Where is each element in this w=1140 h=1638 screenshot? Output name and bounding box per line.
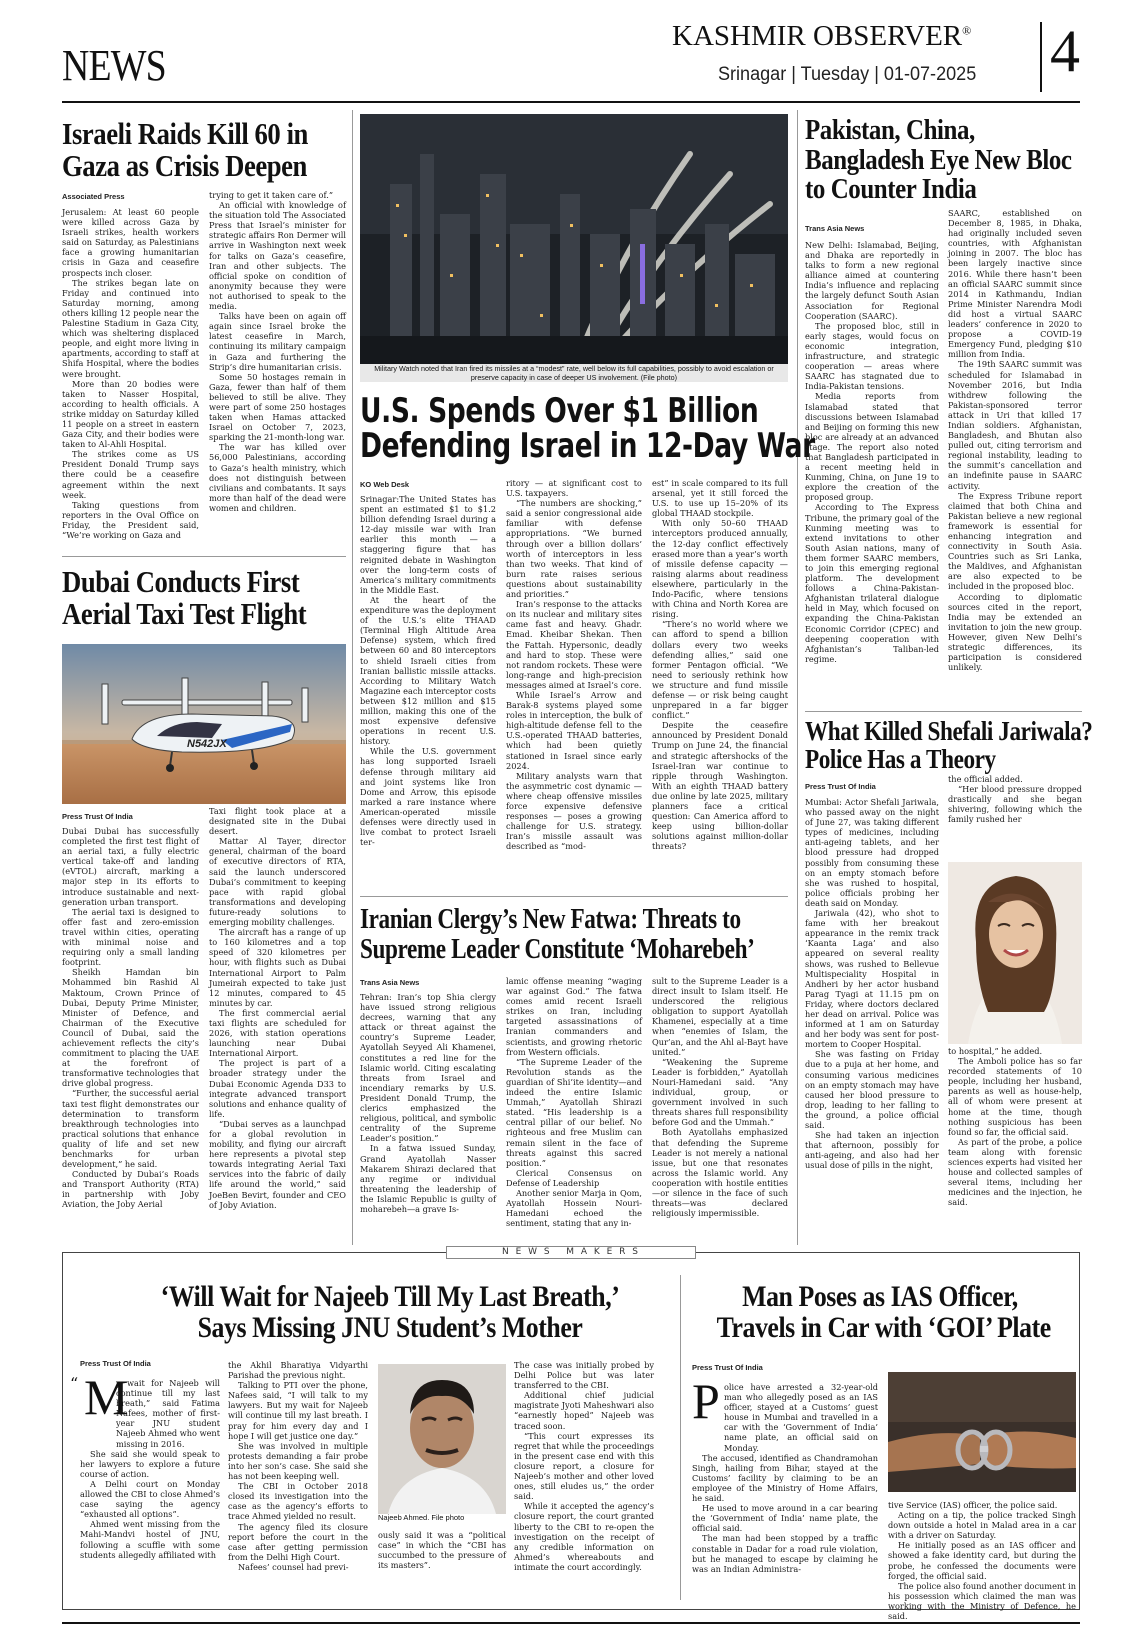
article-najeeb-col2b — [378, 1530, 506, 1602]
paragraph: Military analysts warn that the asymmetric cost dynamic — where cheap offensive missiles force expensive defensive responses — poses a growing challenge for U.S. strategy. Iran’s missile assault was described as “mod- — [506, 770, 642, 852]
article-saarc-col2 — [948, 208, 1082, 702]
paragraph: The war has killed over 56,000 Palestinians, according to Gaza’s health ministry, which does not distinguish between civilians and combatants. It says more than half of the dead were women and children. — [209, 442, 346, 513]
byline-us-israel: KO Web Desk — [360, 480, 410, 489]
paragraph: Another senior Marja in Qom, Ayatollah Hossein Nouri-Hamedani echoed the sentiment, stating that any in- — [506, 1187, 642, 1229]
paragraph: tive Service (IAS) officer, the police said. — [888, 1500, 1058, 1510]
paragraph: The police also found another document in his possession which claimed the man was working with the Ministry of Defence, he said. — [888, 1580, 1076, 1622]
byline-ias: Press Trust Of India — [692, 1363, 763, 1372]
article-us-israel-col3 — [652, 478, 788, 888]
paragraph: the Akhil Bharatiya Vidyarthi Parishad the previous night. — [228, 1360, 368, 1381]
headline-ias: Man Poses as IAS Officer, Travels in Car with ‘GOI’ Plate — [716, 1280, 1051, 1344]
article-gaza-col1 — [62, 207, 199, 545]
paragraph: Taxi flight took place at a designated site in the Dubai desert. — [209, 806, 346, 837]
headline-us-israel: U.S. Spends Over $1 Billion Defending Israel in 12-Day War — [360, 391, 815, 466]
paragraph: With only 50–60 THAAD interceptors produced annually, the 12-day conflict effectively erased more than a year’s worth of missile defense capacity — raising alarms about readiness elsewhere, particularly in the Indo-Pacific, where tensions with China and North Korea are rising. — [652, 518, 788, 620]
paragraph: est” in scale compared to its full arsenal, yet it still forced the U.S. to use up 15–20% of its global THAAD stockpile. — [652, 478, 788, 519]
opening-quote: “ — [70, 1374, 79, 1393]
headline-gaza: Israeli Raids Kill 60 in Gaza as Crisis Deepen — [62, 116, 308, 183]
photo-caption-najeeb: Najeeb Ahmed. File photo — [378, 1514, 506, 1526]
paragraph: Talks have been on again off again since Israel broke the latest ceasefire in March, continuing its military campaign in Gaza and furthering the Strip’s dire humanitarian crisis. — [209, 311, 346, 372]
paragraph: According to The Express Tribune, the primary goal of the Kunming meeting was to extend invitations to other South Asian nations, many of them former SAARC members, to join this emerging regional platform. The development follows a China-Pakistan-Afghanistan trilateral dialogue held in May, which focused on expanding the China-Pakistan Economic Corridor (CPEC) and deepening cooperation with Afghanistan’s Taliban-led regime. — [805, 502, 939, 664]
article-fatwa-col2 — [506, 976, 642, 1244]
article-shefali-col2 — [948, 1046, 1082, 1246]
paragraph: Srinagar:The United States has spent an estimated $1 to $1.2 billion defending Israel during a 12-day missile war with Iran earlier this month — a staggering figure that has reignited debate in Washington over the long-term costs of America’s military commitments in the Middle East. — [360, 494, 496, 595]
paragraph: The project is part of a broader strategy under the Dubai Economic Agenda D33 to integrate advanced transport solutions and enhance quality of life. — [209, 1058, 346, 1119]
article-dubai-col2 — [209, 806, 346, 1244]
paragraph: In a fatwa issued Sunday, Grand Ayatollah Nasser Makarem Shirazi declared that any regime or individual threatening the leadership of the Islamic Republic is guilty of moharebeh—a grave Is- — [360, 1143, 496, 1214]
paragraph: As part of the probe, a police team along with forensic sciences experts had visited her house and collected samples of several items, including her medicines and the injection, he said. — [948, 1136, 1082, 1208]
paragraph: lamic offense meaning “waging war against God.” The fatwa comes amid recent Israeli strikes on Iran, including targeted assassinations of Iranian commanders and scientists, and growing rhetoric from Western officials. — [506, 976, 642, 1057]
najeeb-lead: y wait for Najeeb will continue till my last breath,” said Fatima Nafees, mother of first-year JNU student Najeeb Ahmed who went missing in 2016. — [116, 1378, 220, 1449]
paragraph: The CBI in October 2018 closed its investigation into the case as the agency’s efforts to trace Ahmed yielded no result. — [228, 1481, 368, 1522]
paragraph: Taking questions from reporters in the Oval Office on Friday, the President said, “We’re working on Gaza and — [62, 499, 199, 540]
byline-fatwa: Trans Asia News — [360, 978, 420, 987]
najeeb-photo — [378, 1364, 506, 1514]
dropcap-najeeb: M — [84, 1369, 129, 1425]
byline-gaza: Associated Press — [62, 192, 125, 201]
dropcap-ias: P — [692, 1373, 720, 1429]
paragraph: The man had been stopped by a traffic constable in Dadar for a road rule violation, but he managed to escape by claiming he was an Indian Administra- — [692, 1533, 878, 1574]
paragraph: The accused, identified as Chandramohan Singh, hailing from Bihar, stayed at the Customs’ facility by claiming to be an employee of the Ministry of Home Affairs, he said. — [692, 1452, 878, 1504]
paragraph: A Delhi court on Monday allowed the CBI to close Ahmed’s case saying the agency “exhausted all options”. — [80, 1478, 220, 1520]
paragraph: “Weakening the Supreme Leader is forbidden,” Ayatollah Nouri-Hamedani said. “Any individual, group, or government involved in such threats shares full responsibility before God and the Ummah.” — [652, 1056, 788, 1128]
article-gaza-col2 — [209, 190, 346, 545]
headline-shefali: What Killed Shefali Jariwala? Police Has a Theory — [805, 716, 1093, 774]
page-bottom-rule — [62, 1622, 1080, 1624]
paragraph: The first commercial aerial taxi flights are scheduled for 2026, with station operations launching near Dubai International Airport. — [209, 1007, 346, 1059]
aerial-taxi-illustration — [62, 644, 346, 804]
paragraph: the official added. — [948, 774, 1023, 784]
headline-saarc: Pakistan, China, Bangladesh Eye New Bloc to Counter India — [805, 114, 1072, 206]
paper-name — [672, 20, 971, 53]
rule-dubai-top — [62, 556, 346, 557]
najeeb-portrait — [378, 1364, 506, 1514]
paragraph: “This court expresses its regret that while the proceedings in the present case end with this closure report, a closure for Najeeb’s mother and other loved ones, still eludes us,” the order said. — [514, 1430, 654, 1502]
registered-mark: ® — [962, 23, 972, 38]
paragraph: Despite the ceasefire announced by President Donald Trump on June 24, the financial and strategic aftershocks of the Israel-Iran war continue to ripple through Washington. With an eighth THAAD battery due online by late 2025, military planners face a critical question: Can America afford to keep using billion-dollar solutions against million-dollar threats? — [652, 720, 788, 852]
paragraph: While the U.S. government has long supported Israeli defense through military aid and joint systems like Iron Dome and Arrow, this episode marked a rare instance where American-operated missile defenses were directly used in live combat to protect Israeli ter- — [360, 746, 496, 848]
paragraph: “The Supreme Leader of the Revolution stands as the guardian of Shi’ite identity—and indeed the entire Islamic Ummah,” Ayatollah Shirazi stated. “His leadership is a central pillar of our belief. No righteous and free Muslim can remain silent in the face of threats against this sacred position.” — [506, 1056, 642, 1168]
paragraph: The Amboli police has so far recorded statements of 10 people, including her husband, parents as well as house-help, all of whom were present at home at the time, though nothing suspicious has been found so far, the official said. — [948, 1056, 1082, 1137]
article-us-israel-col1 — [360, 494, 496, 888]
paragraph: Media reports from Islamabad stated that discussions between Islamabad and Beijing on forming this new bloc are already at an advanced stage. The report also noted that Bangladesh participated in a recent meeting held in Kunming, China, on June 19 to explore the creation of the proposed group. — [805, 391, 939, 503]
paragraph: Sheikh Hamdan bin Mohammed bin Rashid Al Maktoum, Crown Prince of Dubai, Deputy Prime Minister, Minister of Defence, and Chairman of the Executive Council of Dubai, said the achievement reflects the city’s commitment to placing the UAE at the forefront of transformative technologies that drive global progress. — [62, 967, 199, 1089]
shefali-photo — [948, 862, 1082, 1044]
paragraph: “There’s no world where we can afford to spend a billion dollars every two weeks defending allies,” said one former Pentagon official. “We need to seriously rethink how we structure and fund missile defense — or risk being caught unprepared in a far bigger conflict.” — [652, 619, 788, 721]
paragraph: Talking to PTI over the phone, Nafees said, “I will talk to my lawyers. But my wait for Najeeb will continue till my last breath. I pray for him every day and I hope I will get justice one day.” — [228, 1380, 368, 1441]
article-fatwa-col3 — [652, 976, 788, 1244]
article-ias-col2 — [888, 1500, 1076, 1622]
paragraph: She was involved in multiple protests demanding a fair probe into her son’s case. She said she has not been keeping well. — [228, 1440, 368, 1482]
headline-dubai: Dubai Conducts First Aerial Taxi Test Flight — [62, 564, 307, 631]
paragraph: ously said it was a “political case” in which the “CBI has succumbed to the pressure of its masters”. — [378, 1530, 506, 1571]
article-dubai-col1 — [62, 826, 199, 1244]
paragraph: Mattar Al Tayer, director general, chairman of the board of executive directors of RTA, said the launch underscored Dubai’s commitment to keeping pace with rapid global transformations and developing future-ready solutions to emerging mobility challenges. — [209, 836, 346, 928]
portrait-illustration — [948, 862, 1082, 1044]
article-najeeb-col3 — [514, 1360, 654, 1602]
aerial-taxi-photo — [62, 644, 346, 804]
handcuffs-photo — [888, 1372, 1076, 1492]
paragraph: Clerical Consensus on Defense of Leadership — [506, 1167, 642, 1188]
svg-text:N542JX: N542JX — [187, 738, 227, 750]
paragraph: The 19th SAARC summit was scheduled for Islamabad in November 2016, but India withdrew following the Pakistan-sponsored terror attack in Uri that killed 17 Indian soldiers. Afghanistan, Bangladesh, and Bhutan also pulled out, citing terrorism and regional instability, leading to the summit’s cancellation and an indefinite pause in SAARC activity. — [948, 359, 1082, 491]
paragraph: “Her blood pressure dropped drastically and she began shivering, following which the family rushed her — [948, 784, 1082, 825]
paragraph: She had taken an injection that afternoon, possibly for anti-ageing, and also had her usual dose of pills in the night, — [805, 1130, 939, 1171]
article-us-israel-col2 — [506, 478, 642, 888]
paragraph: Iran’s response to the attacks on its nuclear and military sites came fast and heavy. Ghadr. Emad. Kheibar Shekan. Then the Fattah. Hypersonic, deadly and hard to stop. These were not random rockets. These were long-range and high-precision messages aimed at Israel’s core. — [506, 599, 642, 690]
byline-saarc: Trans Asia News — [805, 224, 865, 233]
city-night-illustration — [360, 114, 788, 364]
paragraph: Jerusalem: At least 60 people were killed across Gaza by Israeli strikes, health workers said on Saturday, as Palestinians face a growing humanitarian crisis in Gaza and ceasefire prospects inch closer. — [62, 207, 199, 278]
paragraph: The strikes began late on Friday and continued into Saturday morning, among others killing 12 people near the Palestine Stadium in Gaza City, which was sheltering displaced people, and eight more living in apartments, according to staff at Shifa Hospital, where the bodies were brought. — [62, 277, 199, 379]
paragraph: Additional chief judicial magistrate Jyoti Maheshwari also “earnestly hoped” Najeeb was traced soon. — [514, 1390, 654, 1431]
paragraph: “Further, the successful aerial taxi test flight demonstrates our determination to transform breakthrough technologies into practical solutions that enhance quality of life and set new benchmarks for urban development,” he said. — [62, 1088, 199, 1170]
paragraph: Some 50 hostages remain in Gaza, fewer than half of them believed to still be alive. They were part of some 250 hostages taken when Hamas attacked Israel on October 7, 2023, sparking the 21-month-long war. — [209, 371, 346, 443]
paragraph: Mumbai: Actor Shefali Jariwala, who passed away on the night of June 27, was taking different types of medicines, including anti-ageing tablets, and her blood pressure had dropped possibly from consuming these on an empty stomach before she was rushed to hospital, police officials probing her death said on Monday. — [805, 797, 939, 908]
paragraph: The strikes come as US President Donald Trump says there could be a ceasefire agreement within the next week. — [62, 449, 199, 500]
najeeb-col1-body — [80, 1449, 220, 1619]
paragraph: The proposed bloc, still in early stages, would focus on economic integration, infrastructure, and strategic cooperation — areas where SAARC has stagnated due to India-Pakistan tensions. — [805, 320, 939, 392]
paper-name-text: KASHMIR OBSERVER — [672, 20, 963, 52]
paragraph: Acting on a tip, the police tracked Singh down outside a hotel in Malad area in a car with a driver on Saturday. — [888, 1510, 1076, 1541]
tel-aviv-missiles-photo — [360, 114, 788, 364]
photo-caption-missiles: Military Watch noted that Iran fired its missiles at a “modest” rate, well below its full capabilities, possibly to avoid escalation or preserve capacity in case of deeper US involvement. (File photo) — [360, 364, 788, 382]
article-saarc-col1 — [805, 240, 939, 702]
paragraph: “The numbers are shocking,” said a senior congressional aide familiar with defense appropriations. “We burned through over a billion dollars’ worth of interceptors in less than two weeks. That kind of burn rate raises serious questions about sustainability and priorities.” — [506, 498, 642, 600]
ias-lead: olice have arrested a 32-year-old man who allegedly posed as an IAS officer, stayed at a Customs’ guest house in Mumbai and travelled in a car with the ‘Government of India’ name plate, an official said on Monday. — [724, 1382, 878, 1453]
rule-fatwa-top — [360, 896, 788, 897]
paragraph: Dubai Dubai has successfully completed the first test flight of an aerial taxi, a fully electric vertical take-off and landing (eVTOL) aircraft, marking a major step in its efforts to introduce sustainable and next-generation urban transport. — [62, 826, 199, 907]
paragraph: An official with knowledge of the situation told The Associated Press that Israel’s minister for strategic affairs Ron Dermer will arrive in Washington next week for talks on Gaza’s ceasefire, Iran and other subjects. The official spoke on condition of anonymity because they were not authorised to speak to the media. — [209, 200, 346, 312]
paragraph: Both Ayatollahs emphasized that defending the Supreme Leader is not merely a national issue, but one that resonates across the Islamic world. Any cooperation with hostile entities—or silence in the face of such threats—was declared religiously impermissible. — [652, 1127, 788, 1219]
paragraph: While Israel’s Arrow and Barak-8 systems played some roles in interception, the bulk of high-altitude defense fell to the U.S.-operated THAAD batteries, which had been quietly stationed in Israel since early 2024. — [506, 689, 642, 771]
paragraph: While it accepted the agency’s closure report, the court granted liberty to the CBI to re-open the investigation on the receipt of any credible information on Ahmed’s whereabouts and intimate the court accordingly. — [514, 1501, 654, 1572]
paragraph: She said she would speak to her lawyers to explore a future course of action. — [80, 1448, 220, 1479]
byline-shefali: Press Trust Of India — [805, 782, 876, 791]
paragraph: Ahmed went missing from the Mahi-Mandvi hostel of JNU, following a scuffle with some students allegedly affiliated with — [80, 1519, 220, 1560]
paragraph: The agency filed its closure report before the court in the case after getting permission from the Delhi High Court. — [228, 1521, 368, 1562]
ias-col1 — [692, 1373, 878, 1604]
paragraph: “Dubai serves as a launchpad for a global revolution in mobility, and flying our aircraft here represents a pivotal step towards integrating Aerial Taxi services into the fabric of daily life around the world,” said JoeBen Bevirt, founder and CEO of Joby Aviation. — [209, 1118, 346, 1210]
paragraph: to hospital,” he added. — [948, 1046, 1043, 1056]
dateline: Srinagar | Tuesday | 01-07-2025 — [718, 64, 977, 85]
paragraph: The case was initially probed by Delhi Police but was later transferred to the CBI. — [514, 1360, 654, 1391]
paragraph: According to diplomatic sources cited in the report, India may be extended an invitation to join the new group. However, given New Delhi’s strategic differences, its participation is considered unlikely. — [948, 591, 1082, 673]
najeeb-col1 — [70, 1369, 220, 1603]
byline-najeeb: Press Trust Of India — [80, 1359, 151, 1368]
headline-najeeb: ‘Will Wait for Najeeb Till My Last Breath,’ Says Missing JNU Student’s Mother — [160, 1280, 620, 1344]
newsmakers-label: N E W S M A K E R S — [446, 1246, 696, 1259]
article-shefali-col1 — [805, 797, 939, 1245]
paragraph: Nafees’ counsel had previ- — [238, 1561, 349, 1572]
paragraph: More than 20 bodies were taken to Nasser Hospital, according to health officials. A strike midday on Saturday killed 11 people on a street in eastern Gaza City, and their bodies were taken to Al-Ahli Hospital. — [62, 378, 199, 450]
rule-shefali-top — [805, 711, 1082, 712]
paragraph: Conducted by Dubai’s Roads and Transport Authority (RTA) in partnership with Joby Aviation, the Joby Aerial — [62, 1169, 199, 1210]
page-number: 4 — [1050, 18, 1080, 84]
headline-fatwa: Iranian Clergy’s New Fatwa: Threats to Supreme Leader Constitute ‘Moharebeh’ — [360, 903, 755, 965]
paragraph: The aerial taxi is designed to offer fast and zero-emission travel within cities, operating with minimal noise and requiring only a small landing footprint. — [62, 906, 199, 968]
paragraph: trying to get it taken care of.” — [209, 190, 334, 200]
article-fatwa-col1 — [360, 992, 496, 1244]
masthead-rule — [62, 101, 1080, 103]
section-title: NEWS — [62, 41, 166, 90]
handcuffs-illustration — [888, 1372, 1076, 1492]
paragraph: She was fasting on Friday due to a puja at her home, and consuming various medicines on an empty stomach may have caused her blood pressure to drop, leading to her falling to the ground, a police official said. — [805, 1049, 939, 1130]
paragraph: At the heart of the expenditure was the deployment of the U.S.’s elite THAAD (Terminal High Altitude Area Defense) system, which fired between 60 and 80 interceptors to shield Israeli cities from Iranian ballistic missile attacks. According to Military Watch Magazine each interceptor costs between $12 million and $15 million, making this one of the most expensive defensive operations in recent U.S. history. — [360, 594, 496, 747]
paragraph: He used to move around in a car bearing the ‘Government of India’ name plate, the official said. — [692, 1503, 878, 1534]
paragraph: The Express Tribune report claimed that both China and Pakistan believe a new regional framework is essential for enhancing integration and connectivity in South Asia. Countries such as Sri Lanka, the Maldives, and Afghanistan are also expected to be included in the proposed bloc. — [948, 490, 1082, 592]
masthead-divider — [1040, 22, 1042, 92]
paragraph: He initially posed as an IAS officer and showed a fake identity card, but during the probe, he confessed the documents were forged, the official said. — [888, 1540, 1076, 1581]
paragraph: The aircraft has a range of up to 160 kilometres and a top speed of 320 kilometres per hour, with flights such as Dubai International Airport to Palm Jumeirah expected to take just 12 minutes, compared to 45 minutes by car. — [209, 927, 346, 1008]
paragraph: ritory — at significant cost to U.S. taxpayers. — [506, 478, 642, 499]
column-rule-left — [352, 110, 353, 1245]
article-najeeb-col2 — [228, 1360, 368, 1600]
paragraph: Jariwala (42), who shot to fame with her breakout appearance in the remix track ‘Kaanta Laga’ and also appeared on several reality shows, was rushed to Bellevue Multispeciality Hospital in Andheri by her actor husband Parag Tyagi at 11.15 pm on Friday, where doctors declared her dead on arrival. Police was informed at 1 am on Saturday and her body was sent for post-mortem to Cooper Hospital. — [805, 908, 939, 1050]
column-rule-right — [797, 110, 798, 1245]
paragraph: sult to the Supreme Leader is a direct insult to Islam itself. He underscored the religious obligation to support Ayatollah Khamenei, especially at a time when “enemies of Islam, the Qur’an, and the Ahl al-Bayt have united.” — [652, 976, 788, 1057]
byline-dubai: Press Trust Of India — [62, 812, 133, 821]
paragraph: Tehran: Iran’s top Shia clergy have issued strong religious decrees, warning that any attack or threat against the country’s Supreme Leader, Ayatollah Seyyed Ali Khamenei, constitutes a red line for the Islamic world. Citing escalating threats from Israel and incendiary remarks by U.S. President Donald Trump, the clerics emphasized the religious, political, and symbolic centrality of the Supreme Leader’s position.” — [360, 992, 496, 1144]
paragraph: New Delhi: Islamabad, Beijing, and Dhaka are reportedly in talks to form a new regional alliance aimed at countering India’s influence and replacing the largely defunct South Asian Association for Regional Cooperation (SAARC). — [805, 240, 939, 321]
rule-ias-left — [680, 1275, 681, 1600]
ias-col1-body — [692, 1453, 878, 1613]
article-shefali-top — [948, 774, 1082, 860]
paragraph: SAARC, established on December 8, 1985, in Dhaka, had originally included seven countries, with Afghanistan joining in 2007. The bloc has been largely inactive since 2016. While there hasn’t been an official SAARC summit since 2014 in Kathmandu, Indian Prime Minister Narendra Modi did host a virtual SAARC leaders’ conference in 2020 to propose a COVID-19 Emergency Fund, pledging $10 million from India. — [948, 208, 1082, 360]
